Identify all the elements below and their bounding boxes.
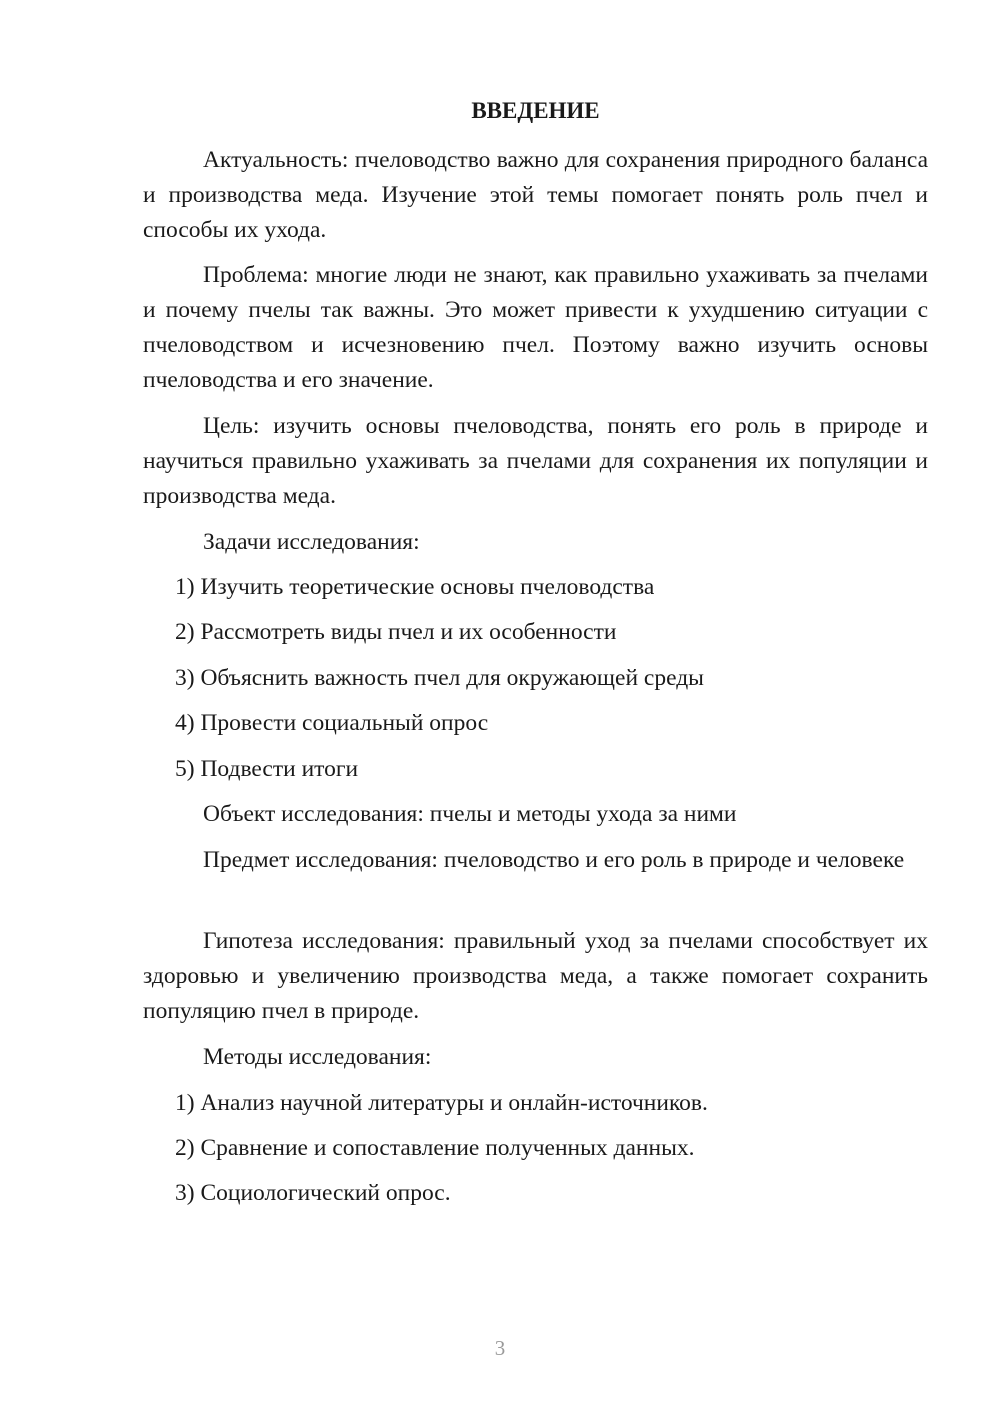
page-title: ВВЕДЕНИЕ (471, 98, 600, 123)
task-item: 4) Провести социальный опрос (175, 710, 489, 736)
problem-paragraph: Проблема: многие люди не знают, как правильно ухаживать за пчелами и почему пчелы так важны. Это может привести к ухудшению ситуации с пчеловодством и исчезновению пчел. Поэтому важно изучить основы пчеловодства и его значение. (143, 262, 928, 393)
method-item: 3) Социологический опрос. (175, 1180, 451, 1206)
task-item: 2) Рассмотреть виды пчел и их особенности (175, 619, 617, 645)
task-item: 3) Объяснить важность пчел для окружающей среды (175, 665, 704, 691)
tasks-heading: Задачи исследования: (203, 529, 420, 555)
object-line: Объект исследования: пчелы и методы ухода за ними (203, 801, 737, 827)
hypothesis-paragraph: Гипотеза исследования: правильный уход за пчелами способствует их здоровью и увеличению производства меда, а также помогает сохранить популяцию пчел в природе. (143, 928, 928, 1024)
task-item: 1) Изучить теоретические основы пчеловодства (175, 574, 655, 600)
method-item: 2) Сравнение и сопоставление полученных данных. (175, 1135, 695, 1161)
methods-heading: Методы исследования: (203, 1044, 432, 1070)
relevance-paragraph: Актуальность: пчеловодство важно для сохранения природного баланса и производства меда. Изучение этой темы помогает понять роль пчел и способы их ухода. (143, 147, 928, 243)
task-item: 5) Подвести итоги (175, 756, 359, 782)
subject-paragraph: Предмет исследования: пчеловодство и его роль в природе и человеке (203, 847, 905, 873)
method-item: 1) Анализ научной литературы и онлайн-источников. (175, 1090, 708, 1116)
page-number: 3 (494, 1336, 506, 1360)
goal-paragraph: Цель: изучить основы пчеловодства, понять его роль в природе и научиться правильно ухаживать за пчелами для сохранения их популяции и производства меда. (143, 413, 928, 509)
